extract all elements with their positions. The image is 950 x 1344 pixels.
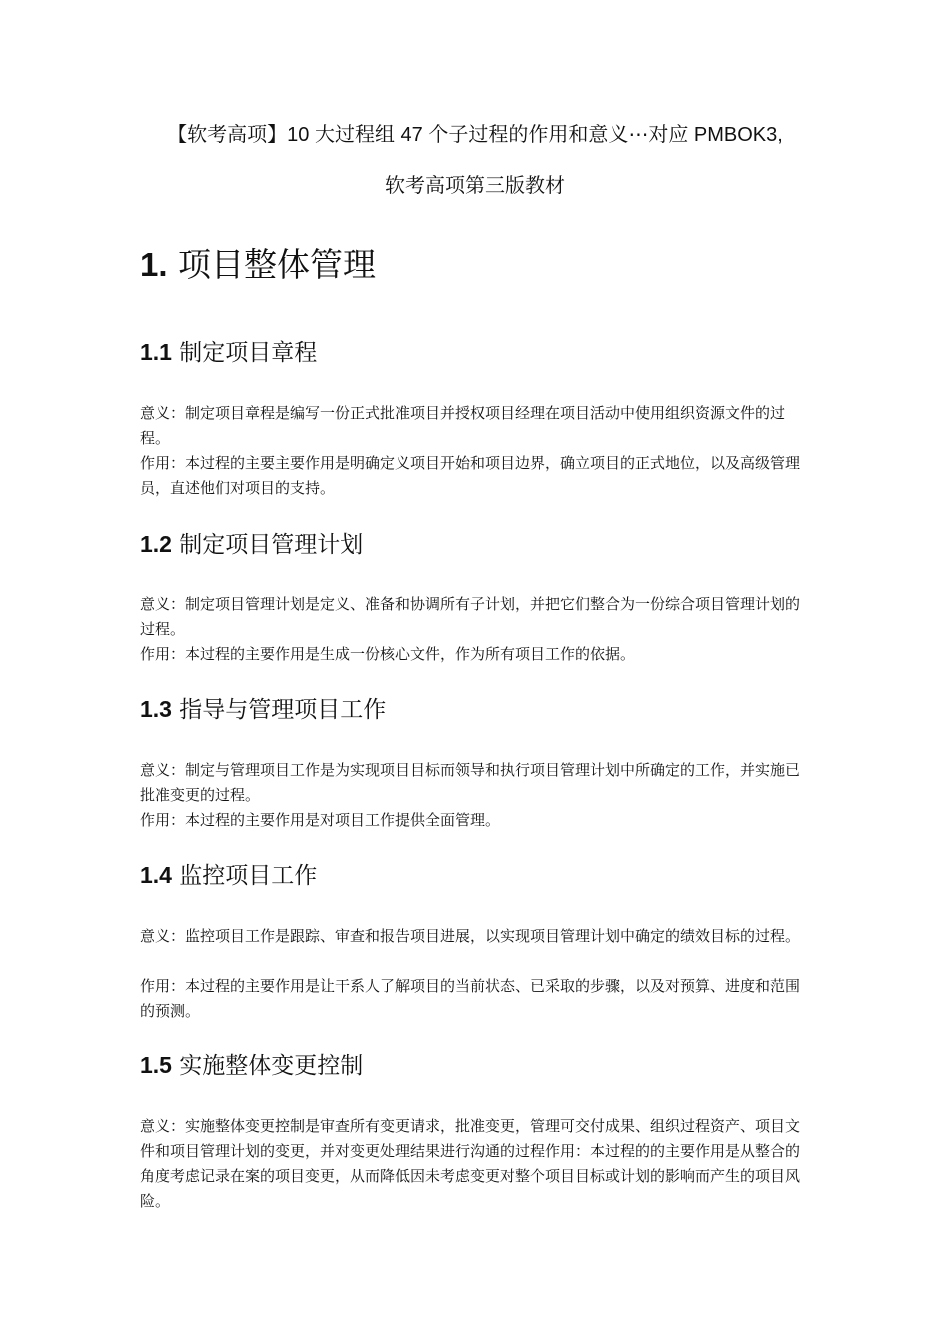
section-effect-text: 作用：本过程的主要作用是生成一份核心文件，作为所有项目工作的依据。 (140, 645, 636, 663)
section-number: 1.2 (140, 531, 172, 557)
section-heading (140, 335, 317, 370)
section-meaning-text: 意义：制定与管理项目工作是为实现项目目标而领导和执行项目管理计划中所确定的工作，并实施已批准变更的过程。 (140, 761, 801, 804)
chapter-number: 1. (140, 246, 168, 283)
section-number: 1.1 (140, 339, 172, 365)
section-title: 监控项目工作 (179, 863, 318, 889)
section-title: 指导与管理项目工作 (179, 697, 387, 723)
section-effect-text: 作用：本过程的主要主要作用是明确定义项目开始和项目边界，确立项目的正式地位，以及高级管理员，直述他们对项目的支持。 (140, 454, 801, 497)
document-title-line-2: 软考高项第三版教材 (385, 175, 565, 197)
document-title-line-1: 【软考高项】10 大过程组 47 个子过程的作用和意义⋯对应 PMBOK3, (167, 124, 783, 146)
section-title: 制定项目章程 (179, 340, 318, 366)
section-meaning-text: 意义：制定项目章程是编写一份正式批准项目并授权项目经理在项目活动中使用组织资源文件的过程。 (140, 404, 786, 447)
section-heading (140, 858, 317, 893)
section-meaning-text: 意义：制定项目管理计划是定义、准备和协调所有子计划，并把它们整合为一份综合项目管理计划的过程。 (140, 595, 801, 638)
section-heading (140, 1048, 363, 1083)
section-meaning-text: 意义：监控项目工作是跟踪、审查和报告项目进展，以实现项目管理计划中确定的绩效目标的过程。 (140, 927, 801, 945)
section-effect-text: 作用：本过程的主要作用是让干系人了解项目的当前状态、已采取的步骤，以及对预算、进度和范围的预测。 (140, 977, 801, 1020)
section-effect-text: 作用：本过程的主要作用是对项目工作提供全面管理。 (140, 811, 501, 829)
chapter-heading (140, 239, 376, 291)
section-meaning-text: 意义：实施整体变更控制是审查所有变更请求，批准变更，管理可交付成果、组织过程资产、项目文件和项目管理计划的变更，并对变更处理结果进行沟通的过程作用：本过程的的主要作用是从整合的角度考虑记录在案的项目变更，从而降低因未考虑变更对整个项目目标或计划的影响而产生的项目风险。 (140, 1117, 801, 1210)
chapter-title: 项目整体管理 (178, 245, 377, 284)
section-title: 制定项目管理计划 (179, 532, 364, 558)
section-number: 1.5 (140, 1052, 172, 1078)
section-number: 1.4 (140, 862, 172, 888)
section-title: 实施整体变更控制 (179, 1053, 364, 1079)
section-heading (140, 527, 363, 562)
section-number: 1.3 (140, 696, 172, 722)
section-heading (140, 692, 386, 727)
